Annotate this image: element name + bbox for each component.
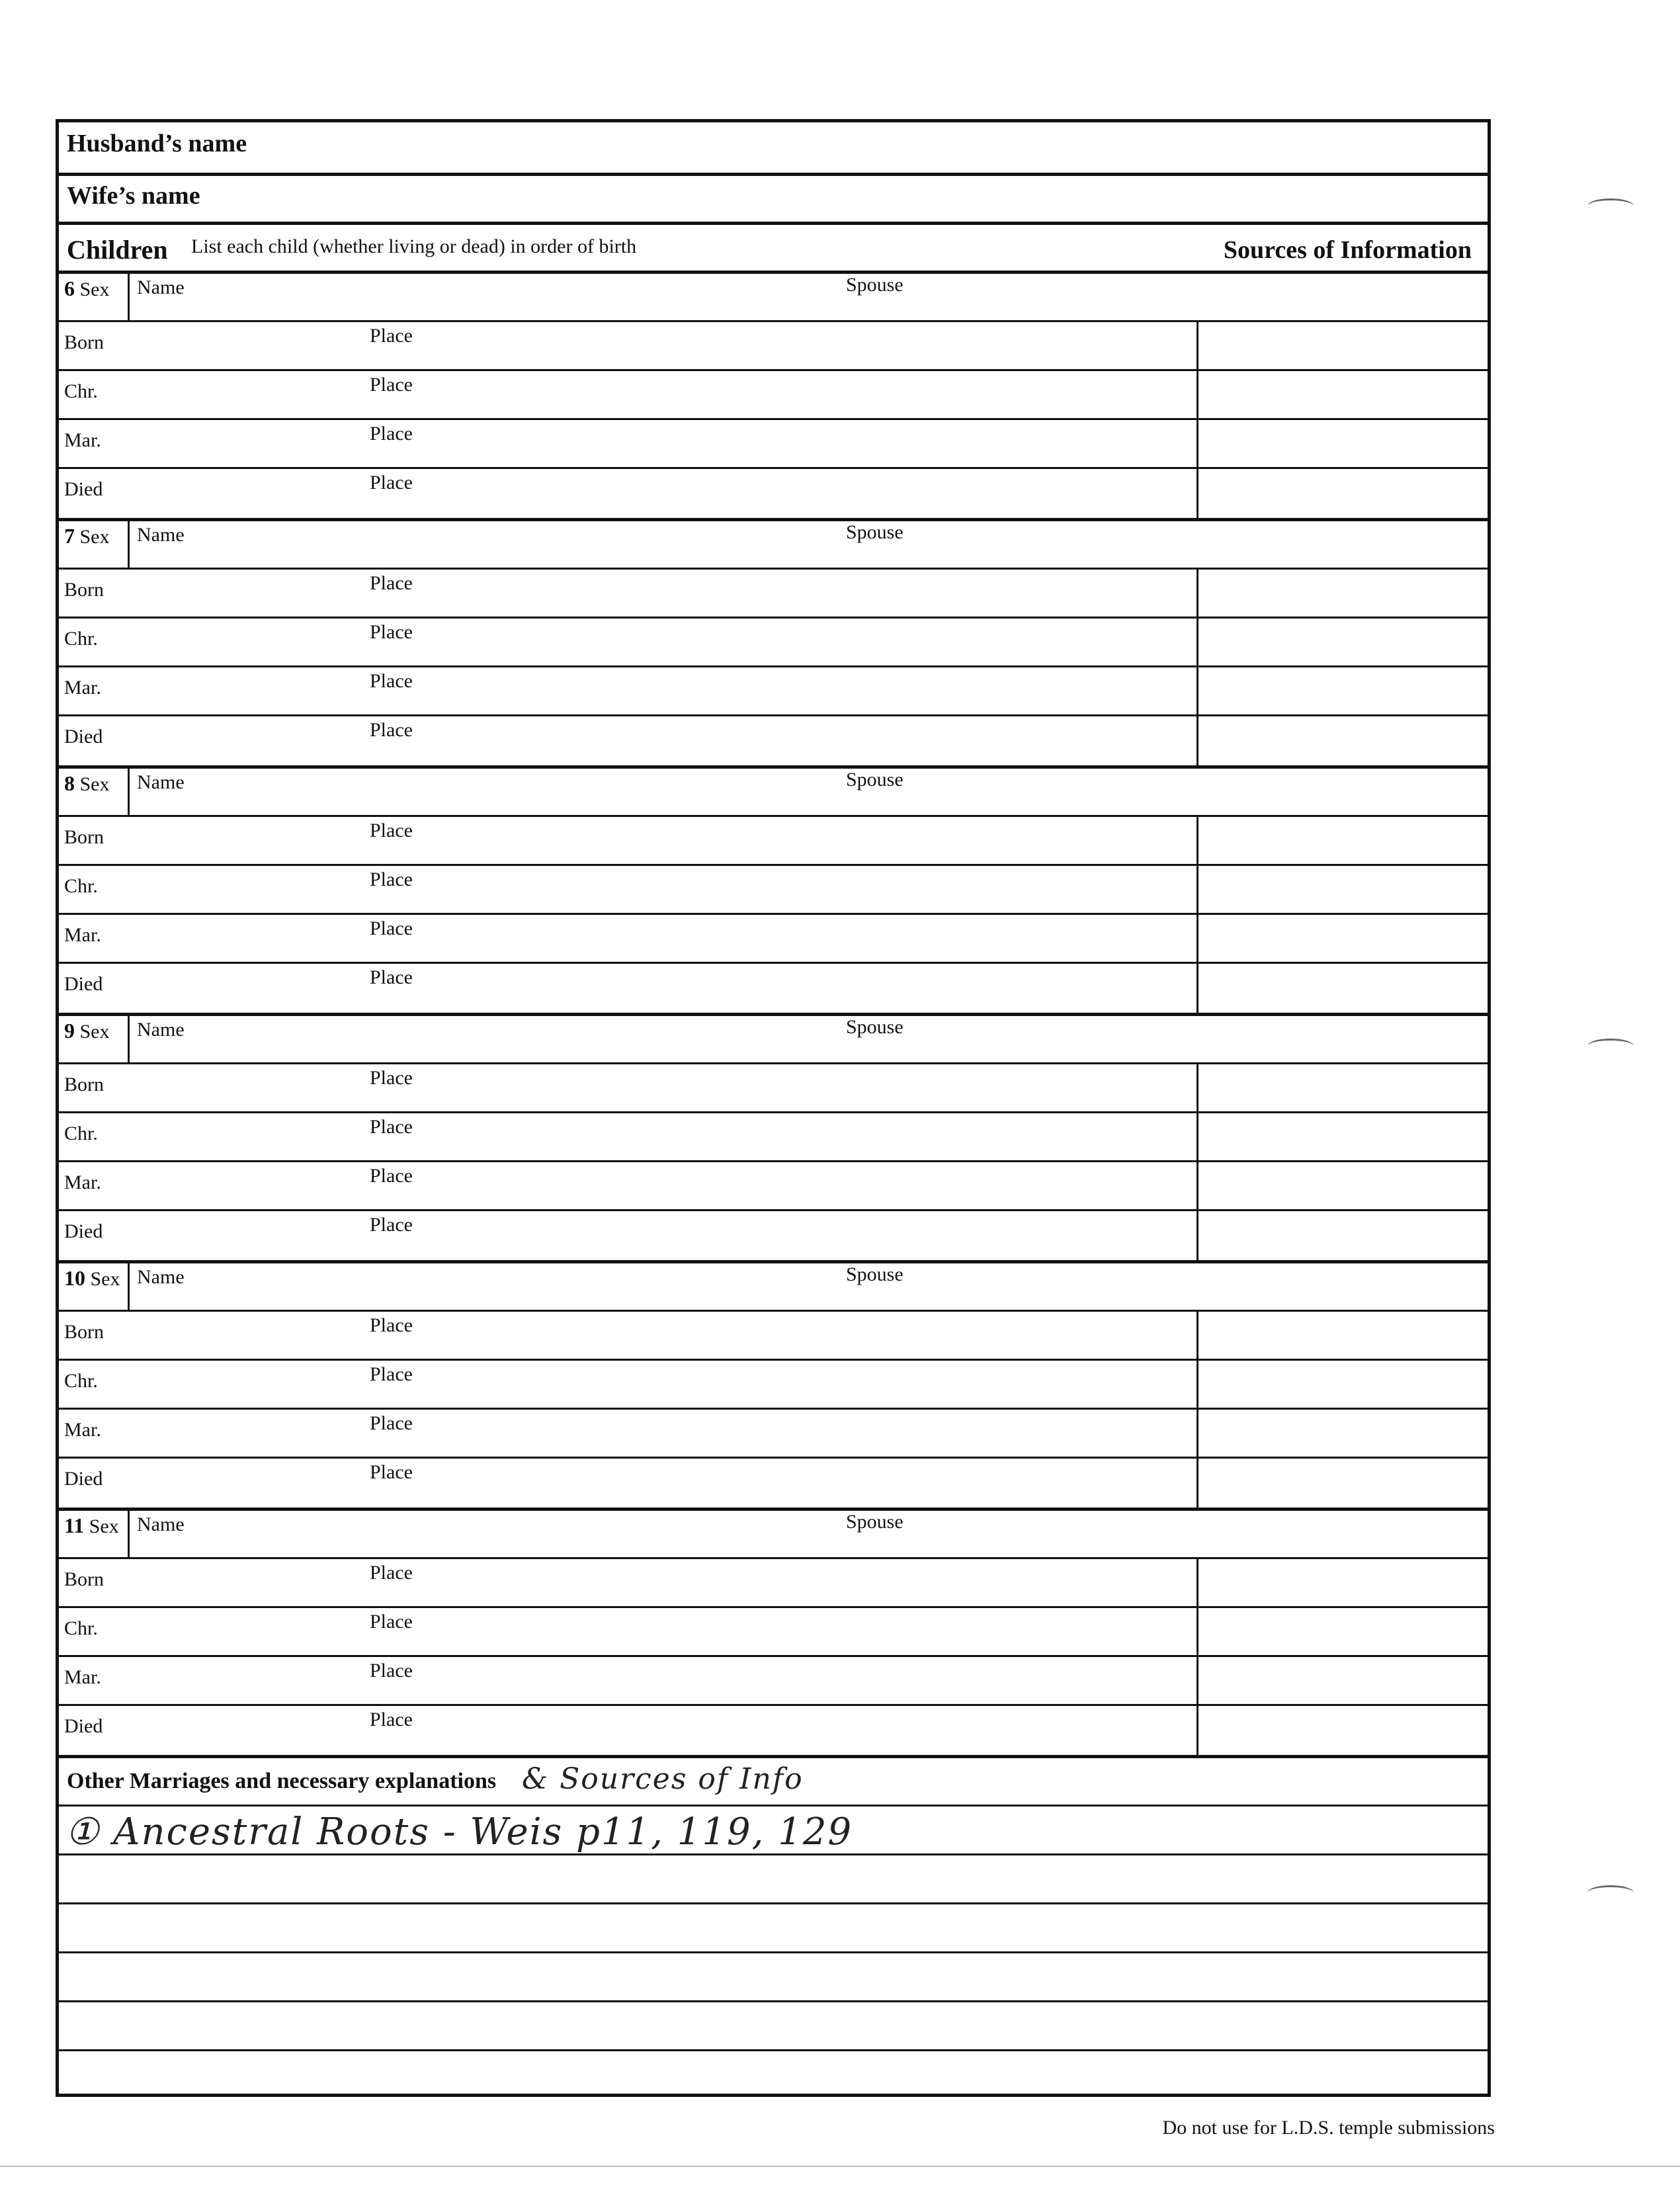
died-row[interactable] <box>59 1209 1488 1260</box>
born-label: Born <box>64 1074 104 1095</box>
born-label: Born <box>64 826 104 848</box>
child-record-9 <box>59 1013 1488 1263</box>
source-cell[interactable] <box>1197 866 1488 915</box>
place-label: Place <box>370 1165 413 1187</box>
place-label: Place <box>370 1363 413 1385</box>
child-number-sex <box>64 276 110 301</box>
born-row[interactable] <box>59 815 1488 866</box>
child-number-sex <box>64 1266 120 1291</box>
child-name-row <box>59 1263 1488 1310</box>
child-record-8 <box>59 765 1488 1016</box>
born-row[interactable] <box>59 320 1488 371</box>
source-cell[interactable] <box>1197 1064 1488 1113</box>
explanation-line[interactable] <box>59 2049 1488 2091</box>
chr-label: Chr. <box>64 1370 98 1392</box>
spouse-label: Spouse <box>846 1511 903 1533</box>
place-label: Place <box>370 719 413 741</box>
sex-label: Sex <box>79 526 110 548</box>
name-label: Name <box>137 524 185 546</box>
child-name-row <box>59 521 1488 568</box>
chr-row[interactable] <box>59 864 1488 915</box>
place-label: Place <box>370 423 413 445</box>
mar-label: Mar. <box>64 1419 101 1441</box>
explanation-line[interactable] <box>59 1853 1488 1904</box>
spouse-label: Spouse <box>846 1016 903 1038</box>
place-label: Place <box>370 374 413 396</box>
place-label: Place <box>370 1660 413 1681</box>
name-label: Name <box>137 1019 185 1041</box>
child-name-row <box>59 769 1488 815</box>
chr-row[interactable] <box>59 617 1488 667</box>
place-label: Place <box>370 1709 413 1730</box>
mar-row[interactable] <box>59 1408 1488 1459</box>
source-cell[interactable] <box>1197 1211 1488 1260</box>
chr-row[interactable] <box>59 1359 1488 1410</box>
chr-label: Chr. <box>64 1617 98 1639</box>
source-cell[interactable] <box>1197 1113 1488 1162</box>
handwritten-source-note: ① Ancestral Roots - Weis p11, 119, 129 <box>65 1810 853 1853</box>
mar-label: Mar. <box>64 924 101 946</box>
source-cell[interactable] <box>1197 1410 1488 1459</box>
born-label: Born <box>64 1568 104 1590</box>
born-row[interactable] <box>59 1557 1488 1608</box>
chr-label: Chr. <box>64 875 98 897</box>
mar-row[interactable] <box>59 1655 1488 1706</box>
child-record-11 <box>59 1508 1488 1758</box>
footer-note: Do not use for L.D.S. temple submissions <box>1162 2117 1495 2139</box>
child-number-sex <box>64 524 110 548</box>
sex-field[interactable] <box>128 1511 130 1557</box>
died-row[interactable] <box>59 714 1488 765</box>
sex-label: Sex <box>79 1021 110 1042</box>
sex-field[interactable] <box>128 521 130 568</box>
chr-label: Chr. <box>64 1123 98 1144</box>
name-label: Name <box>137 1266 185 1288</box>
place-label: Place <box>370 1116 413 1138</box>
mar-label: Mar. <box>64 677 101 699</box>
spouse-label: Spouse <box>846 769 903 790</box>
source-cell[interactable] <box>1197 1459 1488 1508</box>
name-label: Name <box>137 1513 185 1535</box>
child-number: 6 <box>64 276 75 300</box>
place-label: Place <box>370 966 413 988</box>
source-cell[interactable] <box>1197 1162 1488 1211</box>
source-cell[interactable] <box>1197 1312 1488 1361</box>
child-number: 10 <box>64 1266 85 1290</box>
sex-label: Sex <box>90 1268 120 1290</box>
source-cell[interactable] <box>1197 667 1488 716</box>
children-instruction: List each child (whether living or dead) in order of birth <box>191 235 637 257</box>
wife-name-field[interactable] <box>59 173 1488 225</box>
born-row[interactable] <box>59 1062 1488 1113</box>
born-row[interactable] <box>59 568 1488 618</box>
child-number-sex <box>64 1019 110 1043</box>
child-record-6 <box>59 271 1488 521</box>
chr-label: Chr. <box>64 380 98 402</box>
child-number: 11 <box>64 1513 85 1537</box>
child-number: 9 <box>64 1019 75 1042</box>
source-cell[interactable] <box>1197 570 1488 618</box>
child-name-row <box>59 1511 1488 1557</box>
source-cell[interactable] <box>1197 964 1488 1013</box>
binder-hole-mark <box>1587 198 1634 214</box>
sex-label: Sex <box>79 773 110 795</box>
place-label: Place <box>370 1412 413 1434</box>
source-cell[interactable] <box>1197 420 1488 469</box>
children-header <box>59 222 1488 274</box>
spouse-label: Spouse <box>846 274 903 296</box>
sources-label: Sources of Information <box>1223 236 1472 264</box>
source-cell[interactable] <box>1197 915 1488 964</box>
chr-row[interactable] <box>59 1111 1488 1162</box>
sex-field[interactable] <box>128 274 130 320</box>
source-cell[interactable] <box>1197 1559 1488 1608</box>
died-label: Died <box>64 726 103 747</box>
mar-row[interactable] <box>59 913 1488 964</box>
born-row[interactable] <box>59 1310 1488 1361</box>
handwritten-sources-heading: & Sources of Info <box>522 1762 804 1796</box>
husband-name-label: Husband’s name <box>67 130 247 157</box>
child-number: 7 <box>64 524 75 548</box>
chr-row[interactable] <box>59 369 1488 420</box>
born-label: Born <box>64 579 104 601</box>
source-cell[interactable] <box>1197 1706 1488 1755</box>
page-bottom-rule <box>0 2166 1680 2167</box>
sex-label: Sex <box>79 278 110 300</box>
child-number-sex <box>64 1513 119 1538</box>
chr-row[interactable] <box>59 1606 1488 1657</box>
child-record-10 <box>59 1260 1488 1511</box>
name-label: Name <box>137 276 185 298</box>
explanation-line[interactable] <box>59 1902 1488 1953</box>
wife-name-label: Wife’s name <box>67 182 200 210</box>
place-label: Place <box>370 1611 413 1633</box>
mar-label: Mar. <box>64 429 101 451</box>
source-cell[interactable] <box>1197 618 1488 667</box>
place-label: Place <box>370 917 413 939</box>
spouse-label: Spouse <box>846 1263 903 1285</box>
mar-label: Mar. <box>64 1666 101 1688</box>
spouse-label: Spouse <box>846 521 903 543</box>
source-cell[interactable] <box>1197 716 1488 765</box>
place-label: Place <box>370 621 413 643</box>
husband-name-field[interactable] <box>59 122 1488 173</box>
place-label: Place <box>370 1314 413 1336</box>
child-number: 8 <box>64 771 75 795</box>
place-label: Place <box>370 820 413 841</box>
died-label: Died <box>64 1468 103 1490</box>
source-cell[interactable] <box>1197 1608 1488 1657</box>
mar-row[interactable] <box>59 418 1488 469</box>
explanation-line[interactable] <box>59 1951 1488 2002</box>
mar-row[interactable] <box>59 665 1488 716</box>
died-label: Died <box>64 478 103 500</box>
chr-label: Chr. <box>64 628 98 650</box>
born-label: Born <box>64 331 104 353</box>
child-name-row <box>59 274 1488 320</box>
died-row[interactable] <box>59 1457 1488 1508</box>
died-label: Died <box>64 1220 103 1242</box>
place-label: Place <box>370 1562 413 1584</box>
other-marriages-label: Other Marriages and necessary explanations <box>67 1769 497 1793</box>
name-label: Name <box>137 771 185 793</box>
binder-hole-mark <box>1587 1039 1634 1054</box>
other-marriages-section <box>59 1755 1488 2089</box>
family-group-sheet <box>56 119 1491 2097</box>
source-cell[interactable] <box>1197 322 1488 371</box>
died-row[interactable] <box>59 962 1488 1013</box>
died-label: Died <box>64 1715 103 1737</box>
died-row[interactable] <box>59 467 1488 518</box>
child-record-7 <box>59 518 1488 769</box>
mar-row[interactable] <box>59 1160 1488 1211</box>
sex-label: Sex <box>89 1515 119 1537</box>
born-label: Born <box>64 1321 104 1343</box>
explanation-line[interactable] <box>59 2000 1488 2051</box>
place-label: Place <box>370 869 413 890</box>
mar-label: Mar. <box>64 1171 101 1193</box>
place-label: Place <box>370 472 413 493</box>
explanation-line[interactable] <box>59 1805 1488 1855</box>
child-name-row <box>59 1016 1488 1062</box>
place-label: Place <box>370 325 413 347</box>
children-label: Children <box>67 235 168 265</box>
source-cell[interactable] <box>1197 1361 1488 1410</box>
died-label: Died <box>64 973 103 995</box>
place-label: Place <box>370 1067 413 1089</box>
died-row[interactable] <box>59 1704 1488 1755</box>
sex-field[interactable] <box>128 1263 130 1310</box>
child-number-sex <box>64 771 110 796</box>
source-cell[interactable] <box>1197 371 1488 420</box>
sex-field[interactable] <box>128 769 130 815</box>
place-label: Place <box>370 670 413 692</box>
source-cell[interactable] <box>1197 469 1488 518</box>
source-cell[interactable] <box>1197 817 1488 866</box>
place-label: Place <box>370 1214 413 1236</box>
place-label: Place <box>370 572 413 594</box>
place-label: Place <box>370 1461 413 1483</box>
binder-hole-mark <box>1587 1885 1634 1900</box>
source-cell[interactable] <box>1197 1657 1488 1706</box>
sex-field[interactable] <box>128 1016 130 1062</box>
